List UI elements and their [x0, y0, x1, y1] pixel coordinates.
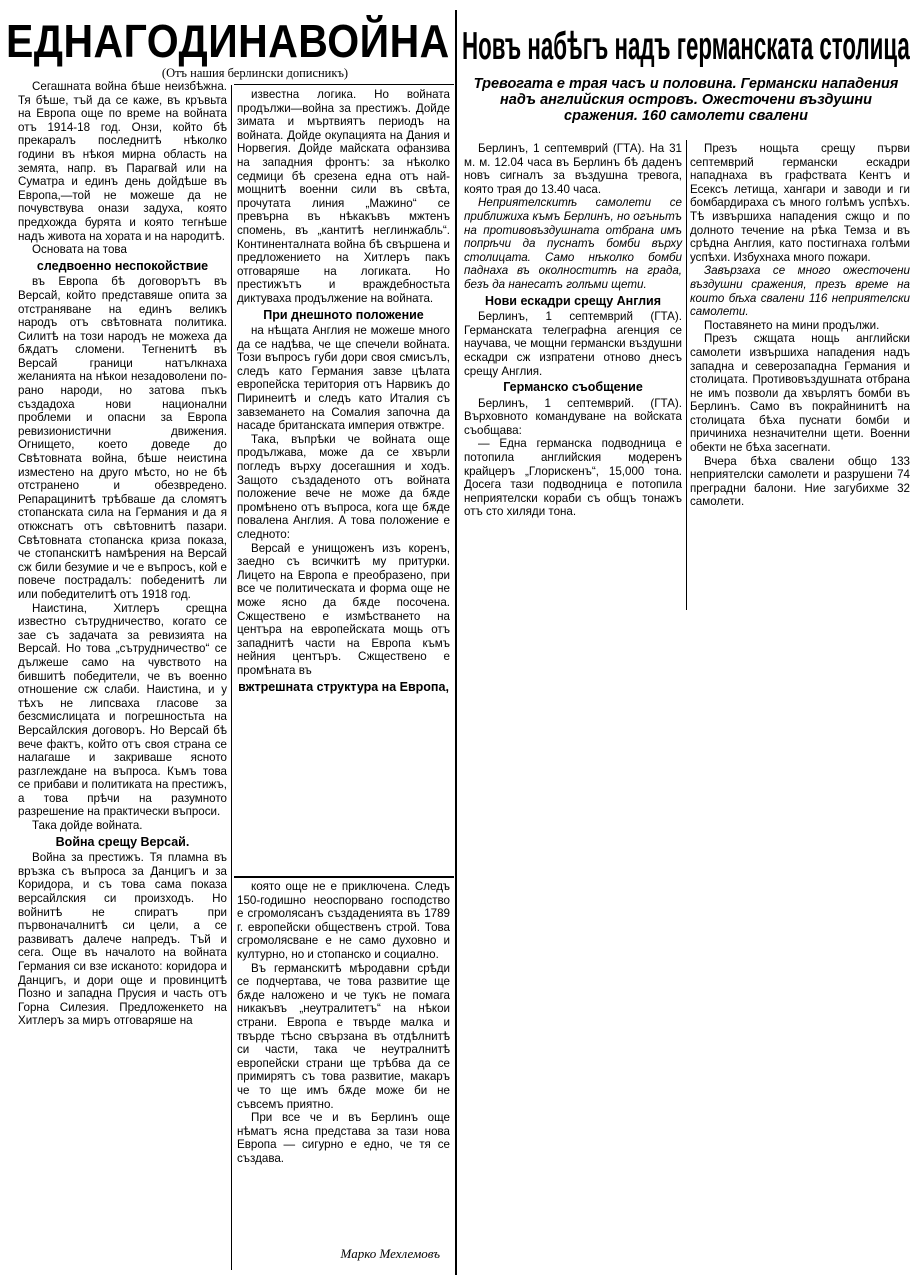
paragraph: Така, въпрѣки че войната още продължава, може да се хвърли погледъ върху досегашния и ходъ. Защото създаденото отъ войната положение вече не може да бѫде промѣнено отъ въпроса, кога ще бѫде повалена Англия. А това положение е следното:	[237, 432, 450, 541]
paragraph: известна логика. Но войната продължи—война за престижъ. Дойде зимата и мъртвиятъ периодъ на войната. Дойде окупацията на Дания и Норвегия. Дойде майската офанзива на западния фронтъ: за нѣколко седмици бѣ срезена една отъ най-мощнитѣ военни сили въ свѣта, прочутата линия „Мажино“ се превърна въ нѣкакъвъ мжтенъ спомень, въ „кантитѣ неглинжабль“. Континенталната война бѣ свършена и предложението на Хитлеръ пакъ отговаряше на логиката. Но престижътъ и враждебностьта диктуваха продължение на войната.	[237, 88, 450, 305]
divider-col2-top	[234, 84, 454, 85]
article-signature: Марко Мехлемовъ	[340, 1246, 440, 1261]
paragraph: Версай е унищоженъ изъ коренъ, заедно съ всичкитѣ му притурки. Лицето на Европа е преобразено, при все че политическата и форма още не може ясно да бѫде посочена. Сжществено е измѣстването на центъра на европейската мощь отъ западнитѣ части на Европа къмъ нейния центъръ. Сжществено е промѣната въ	[237, 541, 450, 677]
paragraph: Въ германскитѣ мѣродавни срѣди се подчертава, че това развитие ще бѫде наложено и че тукъ не помага никакъвъ „неутралитетъ“ на нѣкои страни. Европа е твърде малка и твърде тѣсно свързана въ отдѣлнитѣ си части, така че неутралнитѣ европейски страни ще трѣбва да се примирятъ съ това развитие, макаръ че то ще имъ бѫде може би не съвсемъ приятно.	[237, 961, 450, 1111]
section-heading: Германско съобщение	[503, 380, 643, 395]
section-heading: Нови ескадри срещу Англия	[484, 293, 662, 308]
section-heading: При днешното положение	[263, 307, 424, 322]
left-byline: (Отъ нашия берлински дописникъ)	[161, 66, 349, 80]
paragraph: Наистина, Хитлеръ срещна известно сътрудничество, когато се зае съ задачата за ревизията на Версай. Но това „сътрудничество“ се дължеше само на чувството на бившитѣ победители, че въ военно отношение сж слаби. Наистина, и у тѣхъ не липсваха гласове за безсмислицата и погрешностьта на Версайлския договоръ. Но Версай бѣ вече фактъ, който отъ своя страна се налагаше и закриваше ясното разглеждане на въпроса. Къмъ това се прибави и политиката на престижъ, а това прѣчи на разумното разрешение на практически въпроси.	[18, 601, 227, 819]
paragraph: Берлинъ, 1 септемврий (ГТА). Германската телеграфна агенция се научава, че мощни германски въздушни ескадри сж изпратени отново днесъ срещу Англия.	[464, 310, 682, 378]
left-column-2-top	[237, 88, 450, 696]
paragraph: Така дойде войната.	[32, 819, 143, 833]
paragraph: Сегашната война бѣше неизбѣжна. Тя бѣше, тъй да се каже, въ кръвьта на Европа още по време на войната отъ 1914-18 год. Онзи, който бѣ прекаралъ последнитѣ нѣколко години въ нѣкоя мирна область на земята, напр. въ Парагвай или на Суматра и единъ день дойдѣше въ Европа,—той не можеше да не почувствува онази задуха, която предхожда бурята и която тегнѣше надъ живота на хората и на народитѣ.	[18, 80, 227, 243]
paragraph: Война за престижъ. Тя пламна въ връзка съ въпроса за Данцигъ и за Коридора, и съ това сама показа версайлския си произходъ. Но войнитѣ не спиратъ при първоначалнитѣ си цели, а се развиватъ далече напредъ. Тъй и сега. Още въ началото на войната Германия си взе исканото: коридора и Данцигъ, и дори още и провинцитѣ Позно и западна Прусия и часть отъ Горна Силезия. Предложенкето на Хитлеръ за миръ отговаряше на	[18, 851, 227, 1028]
section-heading: следвоенно неспокойствие	[36, 258, 209, 273]
paragraph: — Една германска подводница е потопила английския модеренъ крайцеръ „Глорискенъ“, 15,000 тона. Досега тази подводница е потопила неприятелски кораби съ общъ тонажъ отъ сто хиляди тона.	[464, 437, 682, 519]
paragraph: Берлинъ, 1 септемврий (ГТА). На 31 м. м. 12.04 часа въ Берлинъ бѣ даденъ новъ сигналъ за въздушна тревога, която трая до 13.40 часа.	[464, 142, 682, 196]
left-column-1	[18, 80, 227, 1028]
italic-paragraph: Неприятелскитѣ самолети се приближиха къмъ Берлинъ, но огъньтъ на противовъздушната отбрана имъ попрѣчи да пуснатъ бомби върху столицата. Само нѣколко бомби паднаха въ околноститѣ на града, безъ да нанесатъ голѣми щети.	[464, 196, 682, 291]
section-heading: Война срещу Версай.	[55, 834, 190, 849]
paragraph: Поставянето на мини продължи.	[704, 318, 880, 332]
paragraph: въ Европа бѣ договорътъ въ Версай, който представяше опита за отстраняване на единъ великъ народъ отъ свѣтовната политика. Силитѣ на този народъ не можеха да бѫдатъ сломени. Тегненитѣ въ Версай граници натълкнаха желанията на нѣкои незадоволени по-рано народи, но затова пъкъ създадоха нови национални проблеми и опасни за Европа ревизионистични движения. Огнището, което доведе до Свѣтовната война, бѣше неистина изместено на друго мѣсто, но не бѣ отстранено и обезвредено. Репарацинитѣ трѣбваше да сломятъ стопанската сила на Германия и да я откжснатъ отъ свѣтовнитѣ пазари. Свѣтовната стопанска криза показа, че стопанскитѣ намѣрения на Версай сж били безумие и че е въпросъ, кой е повече пострадалъ: победенитѣ ли или победителитѣ отъ 1918 год.	[18, 275, 227, 601]
paragraph: която още не е приключена. Следъ 150-годишно неоспорвано господство е сгромолясанъ създаденията въ 1789 г. европейски общественъ строй. Това сгромолясване е не само духовно и културно, но и стопанско и социално.	[237, 880, 450, 961]
paragraph: Презъ сжщата нощь английски самолети извършиха нападения надъ западна и северозападна Германия и столицата. Противовъздушната отбрана не имъ позволи да хвърлятъ бомби въ Берлинъ. Само въ покрайнинитѣ на столицата бѣха пуснати бомби и причиниха незначителни щети. Военни обекти не бѣха засегнати.	[690, 332, 910, 455]
right-column-2	[690, 142, 910, 509]
section-heading: вжтрешната структура на Европа,	[238, 679, 449, 694]
paragraph: Вчера бѣха свалени общо 133 неприятелски самолети и разрушени 74 преградни балони. Ние загубихме 32 самолети.	[690, 454, 910, 509]
right-headline: Новъ набѣгъ надъ германската столица	[462, 25, 910, 68]
left-column-2-bottom	[237, 880, 450, 1165]
divider-main	[455, 10, 457, 1275]
paragraph: Берлинъ, 1 септемврий. (ГТА). Върховното командуване на войската съобщава:	[464, 396, 682, 437]
divider-right-columns	[686, 140, 687, 610]
paragraph: Основата на това	[32, 243, 127, 257]
paragraph: При все че и въ Берлинъ още нѣматъ ясна представа за тази нова Европа — сигурно е едно, че тя се създава.	[237, 1111, 450, 1165]
paragraph: Презъ нощьта срещу първи септемврий германски ескадри нападнаха въ графствата Кентъ и Есексъ летища, хангари и заводи и ги бомбардираха съ много голѣмъ успѣхъ. Тѣ извършиха нападения сжщо и по долното течение на рѣка Темза и въ срѣдна Англия, като постигнаха голѣми успѣхи. Избухнаха много пожари.	[690, 142, 910, 264]
paragraph: на нѣщата Англия не можеше много да се надѣва, че ще спечели войната. Този въпросъ губи дори своя смисълъ, следъ като Германия завзе цѣлата европейска територия отъ Нарвикъ до Пиринеитѣ и следъ като Италия съ завземането на Сомалия започна да насаде британската империя отвжтре.	[237, 324, 450, 433]
right-column-1	[464, 142, 682, 519]
italic-paragraph: Завързаха се много ожесточени въздушни сражения, презъ време на които бѣха свалени 116 неприятелски самолети.	[690, 264, 910, 319]
divider-left-columns	[231, 85, 232, 1270]
left-headline: ЕДНАГОДИНАВОЙНА	[6, 15, 450, 67]
divider-col2-section	[234, 876, 454, 878]
right-subhead: Тревогата е трая часъ и половина. Германски нападения надъ английския островъ. Ожесточени въздушни сражения. 160 самолети свалени	[473, 76, 899, 124]
